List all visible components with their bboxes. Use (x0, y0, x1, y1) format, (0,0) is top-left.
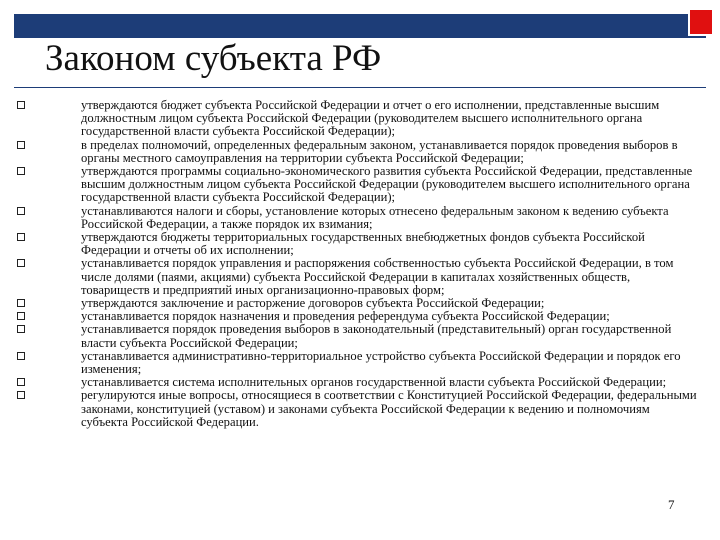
bullet-list (0, 99, 720, 429)
hollow-square-bullet-icon (17, 167, 25, 175)
list-item (0, 350, 720, 376)
hollow-square-bullet-icon (17, 233, 25, 241)
top-bar (14, 14, 706, 38)
list-item (0, 139, 720, 165)
list-item (0, 165, 720, 205)
list-item (0, 205, 720, 231)
list-item (0, 323, 720, 349)
list-item-text: регулируются иные вопросы, относящиеся в соответствии с Конституцией Российской Федерации, федеральными законами, конституцией (уставом) и законами субъекта Российской Федерации к ведению и полномочиям субъекта Российской Федерации. (81, 388, 697, 429)
list-item (0, 99, 720, 139)
list-item-text: устанавливается порядок управления и распоряжения собственностью субъекта Российской Федерации, в том числе долями (паями, акциями) субъекта Российской Федерации в капиталах хозяйственных обществ, товариществ и предприятий иных организационно-правовых форм; (81, 256, 674, 297)
page-number: 7 (668, 497, 675, 512)
hollow-square-bullet-icon (17, 352, 25, 360)
hollow-square-bullet-icon (17, 299, 25, 307)
hollow-square-bullet-icon (17, 312, 25, 320)
list-item-text: устанавливается порядок проведения выборов в законодательный (представительный) орган государственной власти субъекта Российской Федерации; (81, 322, 672, 350)
list-item-text: утверждаются бюджет субъекта Российской Федерации и отчет о его исполнении, представленные высшим должностным лицом субъекта Российской Федерации (руководителем высшего исполнительного органа государственной власти субъекта Российской Федерации); (81, 98, 660, 139)
hollow-square-bullet-icon (17, 391, 25, 399)
list-item-text: утверждаются заключение и расторжение договоров субъекта Российской Федерации; (81, 296, 545, 311)
list-item (0, 231, 720, 257)
list-item-text: устанавливается система исполнительных органов государственной власти субъекта Российской Федерации; (81, 375, 667, 390)
corner-square (688, 8, 714, 36)
list-item-text: утверждаются бюджеты территориальных государственных внебюджетных фондов субъекта Российской Федерации и отчеты об их исполнении; (81, 230, 645, 258)
hollow-square-bullet-icon (17, 378, 25, 386)
hollow-square-bullet-icon (17, 141, 25, 149)
hollow-square-bullet-icon (17, 325, 25, 333)
list-item-text: утверждаются программы социально-экономического развития субъекта Российской Федерации, представленные высшим должностным лицом субъекта Российской Федерации (руководителем высшего исполнительного органа государственной власти субъекта Российской Федерации); (81, 164, 693, 205)
list-item-text: устанавливаются налоги и сборы, установление которых отнесено федеральным законом к ведению субъекта Российской Федерации, а также порядок их взимания; (81, 203, 669, 231)
hollow-square-bullet-icon (17, 101, 25, 109)
list-item-text: устанавливается административно-территориальное устройство субъекта Российской Федерации и порядок его изменения; (81, 348, 681, 377)
title-divider (14, 87, 706, 88)
hollow-square-bullet-icon (17, 259, 25, 267)
list-item-text: в пределах полномочий, определенных федеральным законом, устанавливается порядок проведения выборов в органы местного самоуправления на территории субъекта Российской Федерации; (81, 137, 678, 165)
list-item (0, 257, 720, 297)
list-item (0, 389, 720, 429)
slide-title: Законом субъекта РФ (45, 38, 382, 79)
list-item-text: устанавливается порядок назначения и проведения референдума субъекта Российской Федерации; (81, 309, 610, 324)
hollow-square-bullet-icon (17, 207, 25, 215)
